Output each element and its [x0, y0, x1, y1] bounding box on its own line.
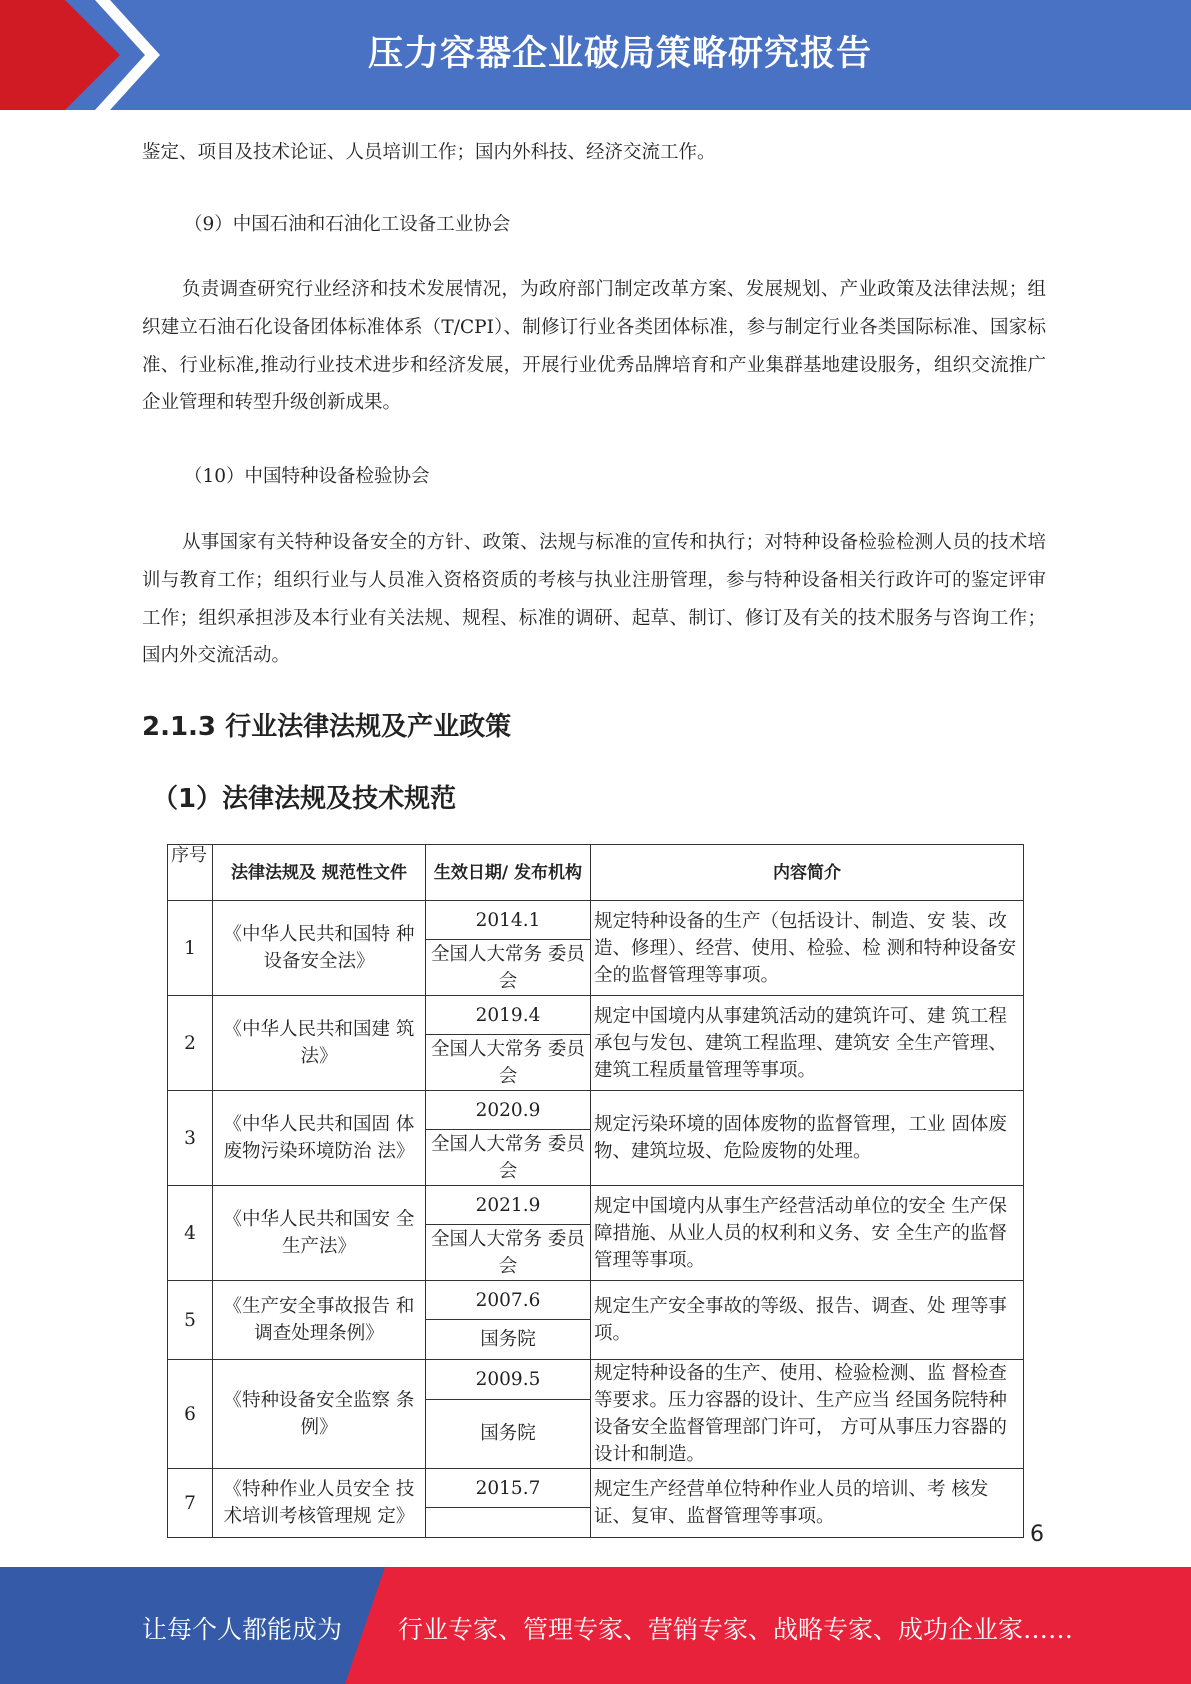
- regulations-table: [167, 844, 1024, 1538]
- row-org: 全国人大常务 委员会: [426, 1035, 591, 1091]
- table-row: [168, 1360, 1024, 1400]
- footer-slogan-right: 行业专家、管理专家、营销专家、战略专家、成功企业家……: [398, 1615, 1074, 1644]
- row-law: 《特种作业人员安全 技术培训考核管理规 定》: [213, 1469, 426, 1538]
- row-law: 《中华人民共和国特 种设备安全法》: [213, 901, 426, 996]
- row-desc: 规定中国境内从事建筑活动的建筑许可、建 筑工程承包与发包、建筑工程监理、建筑安 全生产管理、建筑工程质量管理等事项。: [591, 996, 1024, 1091]
- header-law: 法律法规及 规范性文件: [213, 845, 426, 901]
- section-heading: 2.1.3 行业法律法规及产业政策: [142, 712, 512, 742]
- header-summary: 内容简介: [591, 845, 1024, 901]
- row-date: 2019.4: [426, 996, 591, 1035]
- row-desc: 规定特种设备的生产、使用、检验检测、监 督检查等要求。压力容器的设计、生产应当 经国务院特种设备安全监督管理部门许可， 方可从事压力容器的设计和制造。: [591, 1360, 1024, 1469]
- row-org: 国务院: [426, 1320, 591, 1360]
- row-org: 全国人大常务 委员会: [426, 1225, 591, 1281]
- row-law: 《中华人民共和国安 全生产法》: [213, 1186, 426, 1281]
- report-title: 压力容器企业破局策略研究报告: [367, 34, 872, 74]
- header-index: 序号: [168, 845, 213, 901]
- subheading-10: （10）中国特种设备检验协会: [184, 466, 430, 487]
- row-org: 国务院: [426, 1399, 591, 1468]
- row-org: 全国人大常务 委员会: [426, 940, 591, 996]
- row-no: 5: [168, 1281, 213, 1360]
- header-date: 生效日期/ 发布机构: [426, 845, 591, 901]
- row-no: 7: [168, 1469, 213, 1538]
- row-date: 2015.7: [426, 1469, 591, 1508]
- subheading-9: （9）中国石油和石油化工设备工业协会: [184, 214, 511, 235]
- row-law: 《特种设备安全监察 条例》: [213, 1360, 426, 1469]
- paragraph-3: 从事国家有关特种设备安全的方针、政策、法规与标准的宣传和执行；对特种设备检验检测人员的技术培训与教育工作；组织行业与人员准入资格资质的考核与执业注册管理，参与特种设备相关行政许可的鉴定评审工作；组织承担涉及本行业有关法规、规程、标准的调研、起草、制订、修订及有关的技术服务与咨询工作；国内外交流活动。: [142, 532, 1046, 667]
- row-no: 6: [168, 1360, 213, 1469]
- row-desc: 规定生产安全事故的等级、报告、调查、处 理等事项。: [591, 1281, 1024, 1360]
- row-desc: 规定生产经营单位特种作业人员的培训、考 核发证、复审、监督管理等事项。: [591, 1469, 1024, 1538]
- regulations-table-wrapper: [167, 844, 1024, 1527]
- row-date: 2020.9: [426, 1091, 591, 1130]
- table-row: [168, 996, 1024, 1035]
- row-date: 2007.6: [426, 1281, 591, 1320]
- row-desc: 规定中国境内从事生产经营活动单位的安全 生产保障措施、从业人员的权利和义务、安 全生产的监督管理等事项。: [591, 1186, 1024, 1281]
- table-row: [168, 1186, 1024, 1225]
- row-org: 全国人大常务 委员会: [426, 1130, 591, 1186]
- table-row: [168, 1281, 1024, 1320]
- row-date: 2021.9: [426, 1186, 591, 1225]
- table-row: [168, 901, 1024, 940]
- row-no: 1: [168, 901, 213, 996]
- row-date: 2009.5: [426, 1360, 591, 1400]
- row-no: 2: [168, 996, 213, 1091]
- paragraph-2: 负责调查研究行业经济和技术发展情况，为政府部门制定改革方案、发展规划、产业政策及法律法规；组织建立石油石化设备团体标准体系（T/CPI）、制修订行业各类团体标准，参与制定行业各类国际标准、国家标准、行业标准,推动行业技术进步和经济发展，开展行业优秀品牌培育和产业集群基地建设服务，组织交流推广企业管理和转型升级创新成果。: [142, 279, 1046, 414]
- page-number: 6: [1030, 1522, 1044, 1547]
- row-law: 《生产安全事故报告 和调查处理条例》: [213, 1281, 426, 1360]
- table-row: [168, 1091, 1024, 1130]
- table-row: [168, 1469, 1024, 1508]
- row-no: 4: [168, 1186, 213, 1281]
- row-org: [426, 1508, 591, 1538]
- paragraph-1: 鉴定、项目及技术论证、人员培训工作；国内外科技、经济交流工作。: [142, 142, 716, 163]
- row-no: 3: [168, 1091, 213, 1186]
- subsection-heading: （1）法律法规及技术规范: [152, 784, 457, 814]
- footer-slogan-left: 让每个人都能成为: [142, 1615, 343, 1644]
- row-desc: 规定污染环境的固体废物的监督管理，工业 固体废物、建筑垃圾、危险废物的处理。: [591, 1091, 1024, 1186]
- row-law: 《中华人民共和国固 体废物污染环境防治 法》: [213, 1091, 426, 1186]
- table-header-row: [168, 845, 1024, 901]
- row-date: 2014.1: [426, 901, 591, 940]
- row-law: 《中华人民共和国建 筑法》: [213, 996, 426, 1091]
- row-desc: 规定特种设备的生产（包括设计、制造、安 装、改造、修理）、经营、使用、检验、检 测和特种设备安全的监督管理等事项。: [591, 901, 1024, 996]
